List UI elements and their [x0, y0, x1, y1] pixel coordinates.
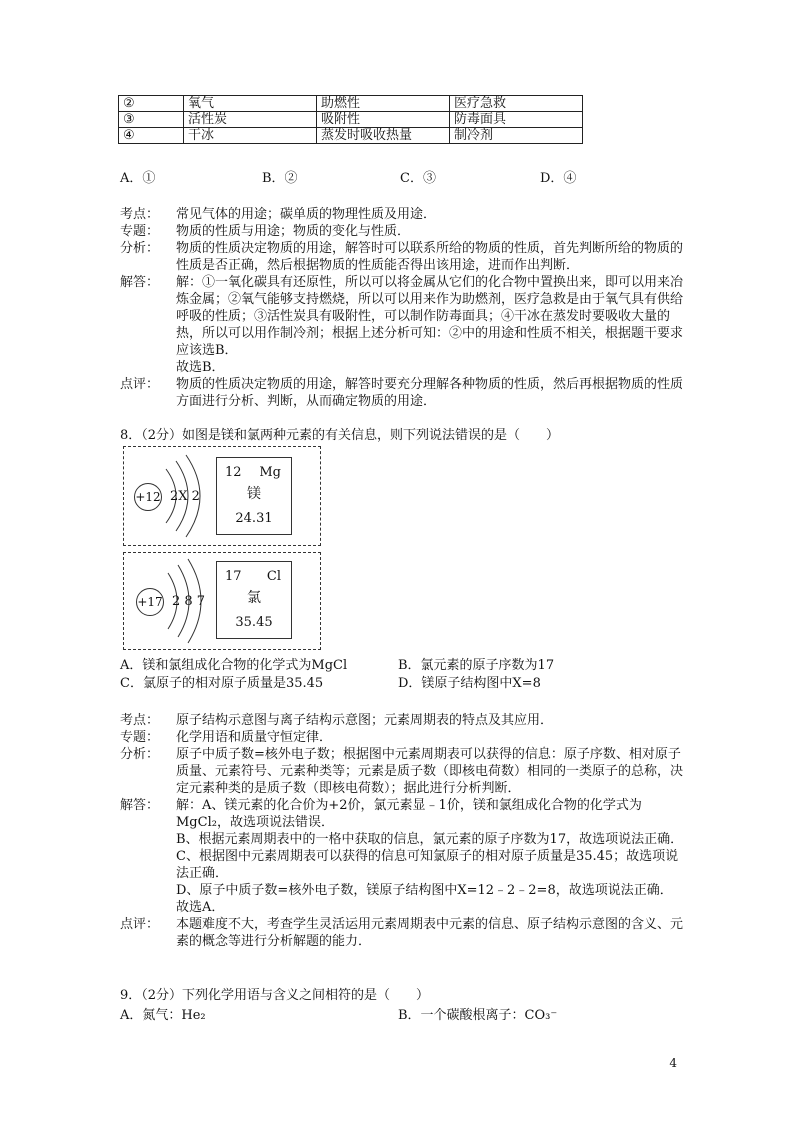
analysis-label: 分析： — [120, 241, 160, 256]
mg-diagram-panel — [123, 446, 321, 546]
analysis-text: B、根据元素周期表中的一格中获取的信息，氯元素的原子序数为17，故选项说法正确． — [176, 832, 684, 847]
analysis-text: 故选B． — [176, 360, 225, 375]
table-row — [119, 96, 583, 112]
table-row — [119, 128, 583, 144]
analysis-text: 物质的性质与用途；物质的变化与性质． — [176, 224, 411, 239]
table-cell: 助燃性 — [317, 96, 450, 112]
analysis-text: C、根据图中元素周期表可以获得的信息可知氯原子的相对原子质量是35.45；故选项说法正确． — [176, 849, 679, 881]
analysis-label: 解答： — [120, 798, 160, 813]
mg-nucleus: +12 — [134, 483, 162, 511]
analysis-line — [120, 376, 690, 410]
cl-symbol: Cl — [266, 569, 281, 584]
analysis-text: 解：A、镁元素的化合价为+2价，氯元素显﹣1价，镁和氯组成化合物的化学式为MgCl₂，故选项说法错误． — [176, 798, 642, 830]
analysis-line — [120, 831, 690, 848]
analysis-text: 本题难度不大，考查学生灵活运用元素周期表中元素的信息、原子结构示意图的含义、元素的概念等进行分析解题的能力． — [176, 917, 684, 949]
analysis-line — [120, 223, 690, 240]
analysis-line — [120, 746, 690, 797]
q8-option-b: B．氯元素的原子序数为17 — [398, 658, 555, 673]
cl-nucleus: +17 — [136, 588, 164, 616]
q8-option-a: A．镁和氯组成化合物的化学式为MgCl — [120, 658, 348, 673]
analysis-label — [120, 359, 176, 376]
analysis-text: 解：①一氧化碳具有还原性，所以可以将金属从它们的化合物中置换出来，即可以用来冶炼金属；②氧气能够支持燃烧，所以可以用来作为助燃剂，医疗急救是由于氧气具有供给呼吸的性质；③活性炭具有吸附性，可以制作防毒面具；④干冰在蒸发时要吸收大量的热，所以可以用作制冷剂；根据上述分析可知：②中的用途和性质不相关，根据题干要求应该选B． — [176, 275, 684, 358]
analysis-line — [120, 882, 690, 899]
q7-option-a: A．① — [120, 171, 156, 186]
analysis-label — [120, 882, 176, 899]
table-cell: ③ — [119, 112, 184, 128]
q7-analysis — [120, 206, 690, 410]
cl-atomic-number: 17 — [225, 569, 242, 584]
cl-shell-electrons: 2 8 7 — [172, 594, 206, 609]
table-row — [119, 112, 583, 128]
analysis-label: 点评： — [120, 377, 160, 392]
table-cell: ② — [119, 96, 184, 112]
table-cell: 吸附性 — [317, 112, 450, 128]
analysis-text: 化学用语和质量守恒定律． — [176, 730, 333, 745]
q8-option-c: C．氯原子的相对原子质量是35.45 — [120, 676, 324, 691]
analysis-line — [120, 274, 690, 359]
q9-stem: 9．（2分）下列化学用语与含义之间相符的是（ ） — [120, 988, 430, 1003]
mg-atom-structure — [124, 447, 214, 545]
cl-name: 氯 — [247, 590, 261, 606]
mg-shell-arcs — [124, 447, 214, 545]
table-cell: 蒸发时吸收热量 — [317, 128, 450, 144]
analysis-label: 考点： — [120, 207, 160, 222]
analysis-label: 考点： — [120, 713, 160, 728]
q7-option-d: D．④ — [540, 171, 577, 186]
analysis-label: 点评： — [120, 917, 160, 932]
q7-option-b: B．② — [262, 171, 298, 186]
analysis-line — [120, 729, 690, 746]
mg-name: 镁 — [247, 486, 261, 502]
table-cell: 氧气 — [184, 96, 317, 112]
q8-option-d: D．镁原子结构图中X=8 — [398, 676, 541, 691]
usage-table — [118, 95, 583, 144]
mg-atomic-mass: 24.31 — [235, 511, 273, 526]
table-cell: 制冷剂 — [450, 128, 583, 144]
mg-element-card — [216, 457, 292, 535]
analysis-text: 原子结构示意图与离子结构示意图；元素周期表的特点及其应用． — [176, 713, 554, 728]
q8-analysis — [120, 712, 690, 950]
analysis-label — [120, 848, 176, 882]
analysis-line — [120, 797, 690, 831]
analysis-text: 原子中质子数=核外电子数；根据图中元素周期表可以获得的信息：原子序数、相对原子质量、元素符号、元素种类等；元素是质子数（即核电荷数）相同的一类原子的总称，决定元素种类的是质子数（即核电荷数）；据此进行分析判断． — [176, 747, 684, 796]
q8-stem: 8．（2分）如图是镁和氯两种元素的有关信息，则下列说法错误的是（ ） — [120, 428, 560, 443]
analysis-line — [120, 899, 690, 916]
analysis-text: 物质的性质决定物质的用途，解答时可以联系所给的物质的性质，首先判断所给的物质的性质是否正确，然后根据物质的性质能否得出该用途，进而作出判断． — [176, 241, 684, 273]
analysis-line — [120, 916, 690, 950]
analysis-text: 常见气体的用途；碳单质的物理性质及用途． — [176, 207, 437, 222]
cl-atomic-mass: 35.45 — [235, 615, 273, 630]
analysis-label — [120, 899, 176, 916]
mg-shell-electrons: 2X 2 — [170, 489, 200, 504]
analysis-label: 专题： — [120, 730, 160, 745]
cl-atom-structure — [124, 553, 214, 649]
analysis-label: 专题： — [120, 224, 160, 239]
analysis-line — [120, 240, 690, 274]
table-cell: 干冰 — [184, 128, 317, 144]
mg-symbol: Mg — [259, 465, 281, 480]
q7-option-c: C．③ — [400, 171, 436, 186]
analysis-text: 故选A． — [176, 900, 225, 915]
analysis-text: D、原子中质子数=核外电子数，镁原子结构图中X=12﹣2﹣2=8，故选项说法正确． — [176, 883, 673, 898]
cl-diagram-panel — [123, 552, 321, 650]
mg-atomic-number: 12 — [225, 465, 242, 480]
analysis-line — [120, 848, 690, 882]
table-cell: 活性炭 — [184, 112, 317, 128]
table-cell: ④ — [119, 128, 184, 144]
q9-option-a: A．氮气：He₂ — [120, 1008, 206, 1023]
table-cell: 医疗急救 — [450, 96, 583, 112]
analysis-line — [120, 712, 690, 729]
analysis-line — [120, 359, 690, 376]
analysis-label: 分析： — [120, 747, 160, 762]
analysis-line — [120, 206, 690, 223]
cl-element-card — [216, 561, 292, 639]
analysis-label — [120, 831, 176, 848]
analysis-label: 解答： — [120, 275, 160, 290]
page-number: 4 — [669, 1056, 677, 1070]
table-cell: 防毒面具 — [450, 112, 583, 128]
q9-option-b: B．一个碳酸根离子：CO₃⁻ — [398, 1008, 558, 1023]
analysis-text: 物质的性质决定物质的用途，解答时要充分理解各种物质的性质，然后再根据物质的性质方面进行分析、判断，从而确定物质的用途． — [176, 377, 684, 409]
